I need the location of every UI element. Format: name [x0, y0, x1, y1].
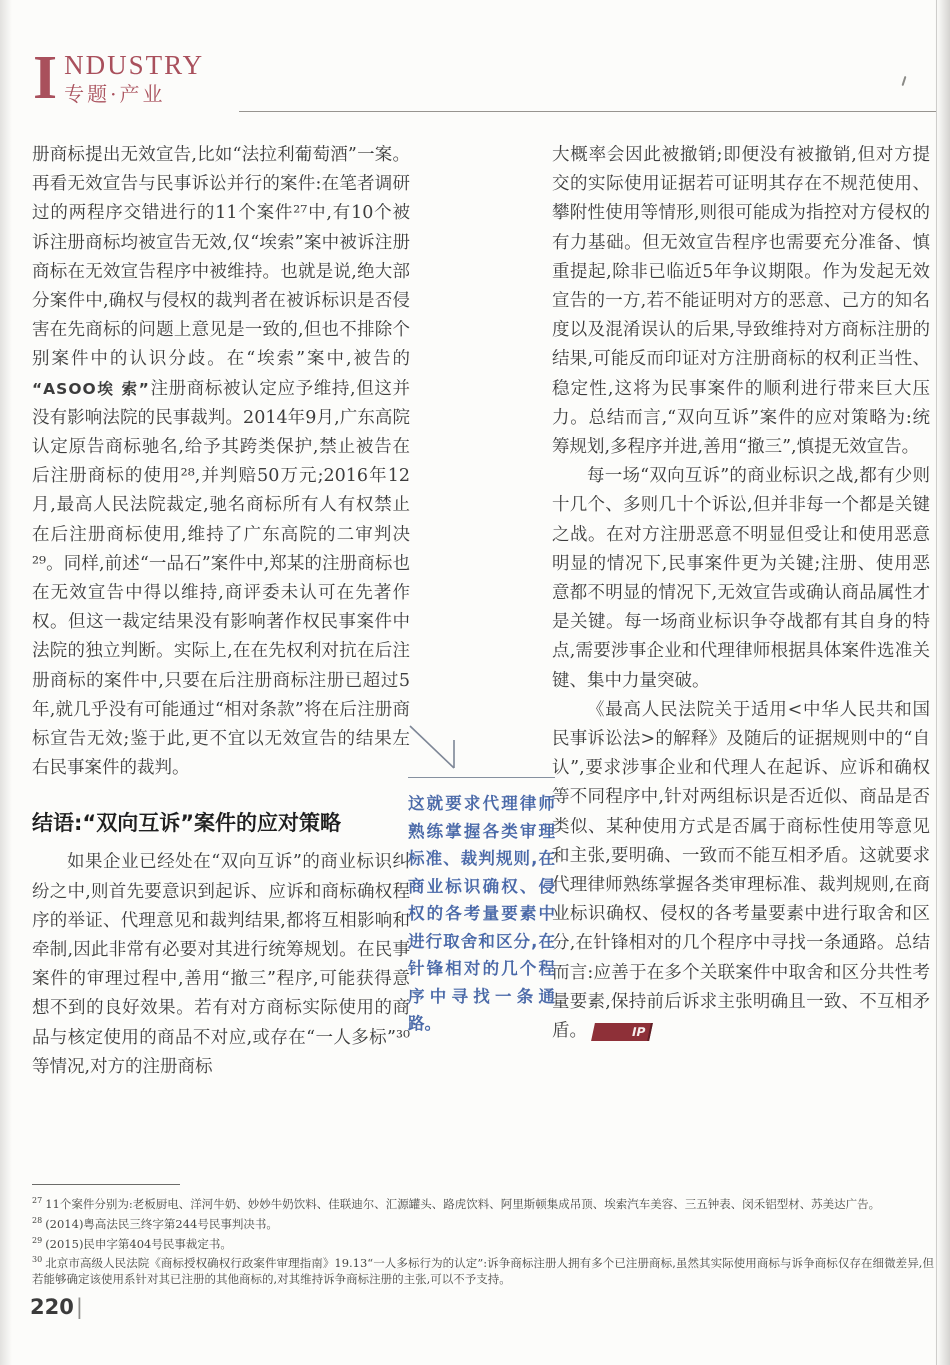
header-drop-cap: I	[33, 44, 58, 112]
pull-quote	[408, 724, 555, 1038]
page-number	[30, 1295, 83, 1319]
paragraph-text: 注册商标被认定应予维持,但这并没有影响法院的民事裁判。2014年9月,广东高院认定原告商标驰名,给予其跨类保护,禁止被告在后注册商标的使用²⁸,并判赔50万元;2016年12月,最高人民法院裁定,驰名商标所有人有权禁止在后注册商标使用,维持了广东高院的二审判决²⁹。同样,前述“一品石”案件中,郑某的注册商标也在无效宣告中得以维持,商评委未认可在先著作权。但这一裁定结果没有影响著作权民事案件中法院的独立判断。实际上,在在先权利对抗在后注册商标的案件中,只要在后注册商标注册已超过5年,就几乎没有可能通过“相对条款”将在后注册商标宣告无效;鉴于此,更不宜以无效宣告的结果左右民事案件的裁判。	[32, 378, 410, 779]
conclusion-heading: 结语:“双向互诉”案件的应对策略	[32, 811, 342, 836]
header-subtitle: 专题·产业	[64, 82, 166, 106]
footnote-text: 11个案件分别为:老板厨电、洋河牛奶、妙妙牛奶饮料、佳联迪尔、汇源罐头、路虎饮料、阿里斯顿集成吊顶、埃索汽车美容、三五钟表、闵禾铝型材、苏美达广告。	[45, 1196, 881, 1211]
page-number-separator: |	[75, 1295, 83, 1319]
left-column	[32, 141, 410, 1082]
header-titles	[64, 48, 204, 107]
paragraph-text: 《最高人民法院关于适用<中华人民共和国民事诉讼法>的解释》及随后的证据规则中的“自认”,要求涉事企业和代理人在起诉、应诉和确权等不同程序中,针对两组标识是否近似、商品是否类似、某种使用方式是否属于商标性使用等意见和主张,要明确、一致而不能互相矛盾。这就要求代理律师熟练掌握各类审理标准、裁判规则,在商业标识确权、侵权的各考量要素中进行取舍和区分,在针锋相对的几个程序中寻找一条通路。总结而言:应善于在多个关联案件中取舍和区分共性考量要素,保持前后诉求主张明确且一致、不互相矛盾。	[552, 699, 930, 1042]
footnote-number: 29	[32, 1235, 43, 1245]
footnote-27	[32, 1193, 934, 1212]
paragraph-key-battles: 每一场“双向互诉”的商业标识之战,都有少则十几个、多则几十个诉讼,但并非每一个都是关键之战。在对方注册恶意不明显但受让和使用恶意明显的情况下,民事案件更为关键;注册、使用恶意都不明显的情况下,无效宣告或确认商品属性才是关键。每一场商业标识争夺战都有其自身的特点,需要涉事企业和代理律师根据具体案件选准关键、集中力量突破。	[552, 466, 930, 691]
footnote-text: (2015)民申字第404号民事裁定书。	[45, 1236, 232, 1251]
section-header	[33, 44, 205, 112]
footnote-text: (2014)粤高法民三终字第244号民事判决书。	[45, 1216, 278, 1231]
footnote-number: 30	[32, 1255, 43, 1265]
footnote-number: 27	[32, 1196, 43, 1205]
footnote-29	[32, 1233, 934, 1252]
paragraph-strategy: 如果企业已经处在“双向互诉”的商业标识纠纷之中,则首先要意识到起诉、应诉和商标确权程序的举证、代理意见和裁判结果,都将互相影响和牵制,因此非常有必要对其进行统筹规划。在民事案件的审理过程中,善用“撤三”程序,可能获得意想不到的良好效果。若有对方商标实际使用的商品与核定使用的商品不对应,或存在“一人多标”³⁰等情况,对方的注册商标	[32, 852, 410, 1077]
pull-quote-text: 这就要求代理律师熟练掌握各类审理标准、裁判规则,在商业标识确权、侵权的各考量要素中进行取舍和区分,在针锋相对的几个程序中寻找一条通路。	[408, 794, 555, 1033]
paragraph-text: 册商标提出无效宣告,比如“法拉利葡萄酒”一案。再看无效宣告与民事诉讼并行的案件:在笔者调研过的两程序交错进行的11个案件²⁷中,有10个被诉注册商标均被宣告无效,仅“埃索”案中被诉注册商标在无效宣告程序中被维持。也就是说,绝大部分案件中,确权与侵权的裁判者在被诉标识是否侵害在先商标的问题上意见是一致的,但也不排除个别案件中的认识分歧。在“埃索”案中,被告的	[32, 145, 410, 370]
paragraph-supreme-court	[552, 696, 930, 1046]
scan-speck	[902, 76, 907, 86]
trademark-asoo: “ASOO埃 索”	[32, 379, 150, 398]
footnotes	[32, 1193, 934, 1288]
paragraph-invalidation-cases	[32, 141, 410, 783]
header-title: NDUSTRY	[64, 50, 205, 80]
footnote-text: 北京市高级人民法院《商标授权确权行政案件审理指南》19.13“一人多标行为的认定”:诉争商标注册人拥有多个已注册商标,虽然其实际使用商标与诉争商标仅存在细微差异,但若能够确定该使用系针对其已注册的其他商标的,对其维持诉争商标注册的主张,可以不予支持。	[32, 1256, 934, 1287]
page-number-value: 220	[30, 1295, 74, 1319]
scan-left-shadow	[0, 0, 12, 1365]
right-column	[552, 141, 930, 1046]
header-rule	[239, 111, 936, 112]
corner-arrow-icon	[408, 724, 468, 774]
paragraph-revocation-strategy: 大概率会因此被撤销;即便没有被撤销,但对方提交的实际使用证据若可证明其存在不规范使用、攀附性使用等情形,则很可能成为指控对方侵权的有力基础。但无效宣告程序也需要充分准备、慎重提起,除非已临近5年争议期限。作为发起无效宣告的一方,若不能证明对方的恶意、己方的知名度以及混淆误认的后果,导致维持对方商标注册的结果,可能反而印证对方注册商标的权利正当性、稳定性,这将为民事案件的顺利进行带来巨大压力。总结而言,“双向互诉”案件的应对策略为:统筹规划,多程序并进,善用“撤三”,慎提无效宣告。	[552, 145, 930, 458]
footnote-separator	[32, 1184, 180, 1185]
pull-quote-rule	[408, 777, 555, 778]
footnote-number: 28	[32, 1215, 43, 1225]
scan-page-edge-line	[936, 0, 937, 1365]
footnote-30	[32, 1252, 934, 1287]
article-end-mark: IP	[591, 1023, 653, 1041]
footnote-28	[32, 1213, 934, 1232]
